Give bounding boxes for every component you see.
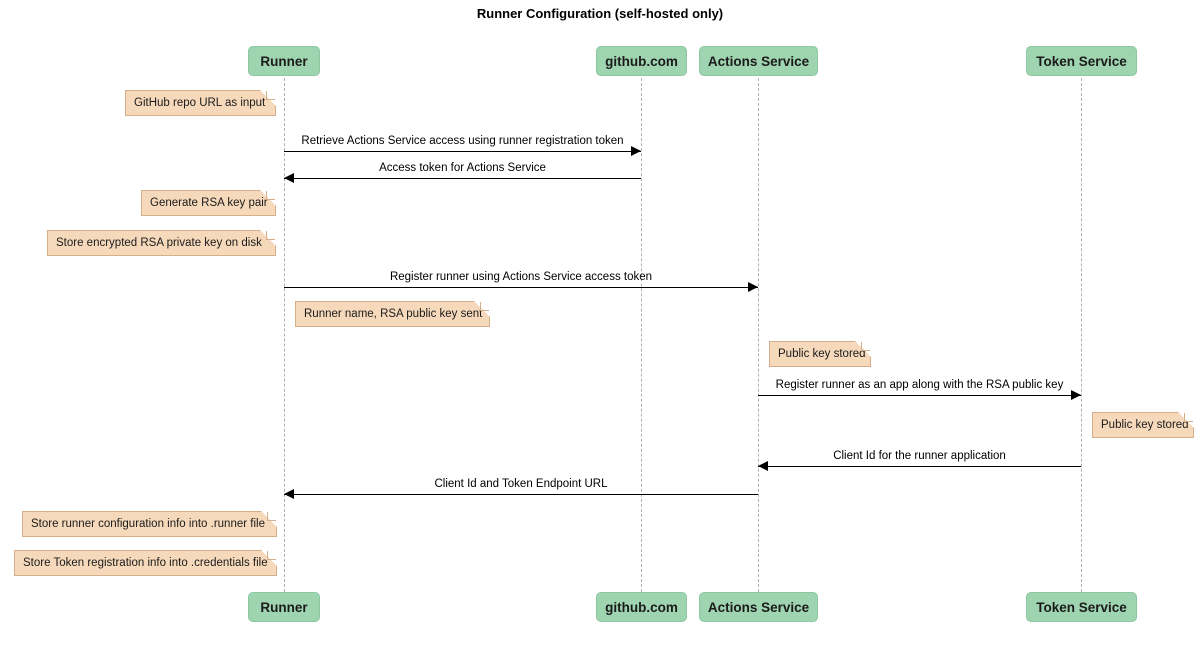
- note: [769, 341, 871, 367]
- note-fold-corner: [267, 551, 276, 560]
- page-title: Runner Configuration (self-hosted only): [476, 6, 724, 21]
- participant-label: Runner: [260, 600, 308, 615]
- note-text: Store runner configuration info into .runner file: [31, 518, 265, 530]
- message-line-3: [758, 395, 1081, 396]
- participant-header-2[interactable]: [699, 46, 818, 76]
- message-line-5: [284, 494, 758, 495]
- note: [14, 550, 277, 576]
- note-text: Store Token registration info into .credentials file: [23, 557, 268, 569]
- note-text: GitHub repo URL as input: [134, 97, 266, 109]
- note-text: Generate RSA key pair: [150, 197, 268, 209]
- participant-header-3[interactable]: [1026, 46, 1137, 76]
- message-line-2: [284, 287, 758, 288]
- message-label-1: Access token for Actions Service: [379, 162, 546, 174]
- participant-footer-2[interactable]: [699, 592, 818, 622]
- message-label-5: Client Id and Token Endpoint URL: [434, 478, 608, 490]
- participant-footer-1[interactable]: [596, 592, 687, 622]
- arrowhead-left-5: [284, 489, 294, 499]
- note-fold-corner: [1184, 413, 1193, 422]
- message-label-0: Retrieve Actions Service access using runner registration token: [301, 135, 624, 147]
- message-line-0: [284, 151, 641, 152]
- arrowhead-right-0: [631, 146, 641, 156]
- lifeline-3: [1081, 78, 1082, 592]
- message-label-2: Register runner using Actions Service access token: [389, 271, 653, 283]
- note: [295, 301, 490, 327]
- note: [1092, 412, 1194, 438]
- note-fold-corner: [266, 231, 275, 240]
- participant-label: Actions Service: [707, 54, 810, 69]
- note-fold-corner: [267, 512, 276, 521]
- lifeline-0: [284, 78, 285, 592]
- arrowhead-left-4: [758, 461, 768, 471]
- note-text: Runner name, RSA public key sent: [304, 308, 483, 320]
- participant-label: Actions Service: [707, 600, 810, 615]
- note: [47, 230, 276, 256]
- arrowhead-right-3: [1071, 390, 1081, 400]
- message-label-4: Client Id for the runner application: [833, 450, 1006, 462]
- message-line-4: [758, 466, 1081, 467]
- note-fold-corner: [266, 91, 275, 100]
- note: [22, 511, 277, 537]
- message-line-1: [284, 178, 641, 179]
- participant-label: Token Service: [1036, 600, 1127, 615]
- participant-label: Token Service: [1036, 54, 1127, 69]
- note-text: Store encrypted RSA private key on disk: [56, 237, 262, 249]
- arrowhead-left-1: [284, 173, 294, 183]
- participant-label: github.com: [605, 600, 678, 615]
- participant-label: github.com: [605, 54, 678, 69]
- lifeline-2: [758, 78, 759, 592]
- note-fold-corner: [861, 342, 870, 351]
- participant-header-0[interactable]: [248, 46, 320, 76]
- participant-header-1[interactable]: [596, 46, 687, 76]
- participant-footer-3[interactable]: [1026, 592, 1137, 622]
- note-fold-corner: [480, 302, 489, 311]
- lifeline-1: [641, 78, 642, 592]
- note-text: Public key stored: [1101, 419, 1189, 431]
- note-text: Public key stored: [778, 348, 866, 360]
- participant-label: Runner: [260, 54, 308, 69]
- note-fold-corner: [266, 191, 275, 200]
- note: [141, 190, 276, 216]
- message-label-3: Register runner as an app along with the RSA public key: [775, 379, 1064, 391]
- arrowhead-right-2: [748, 282, 758, 292]
- participant-footer-0[interactable]: [248, 592, 320, 622]
- note: [125, 90, 276, 116]
